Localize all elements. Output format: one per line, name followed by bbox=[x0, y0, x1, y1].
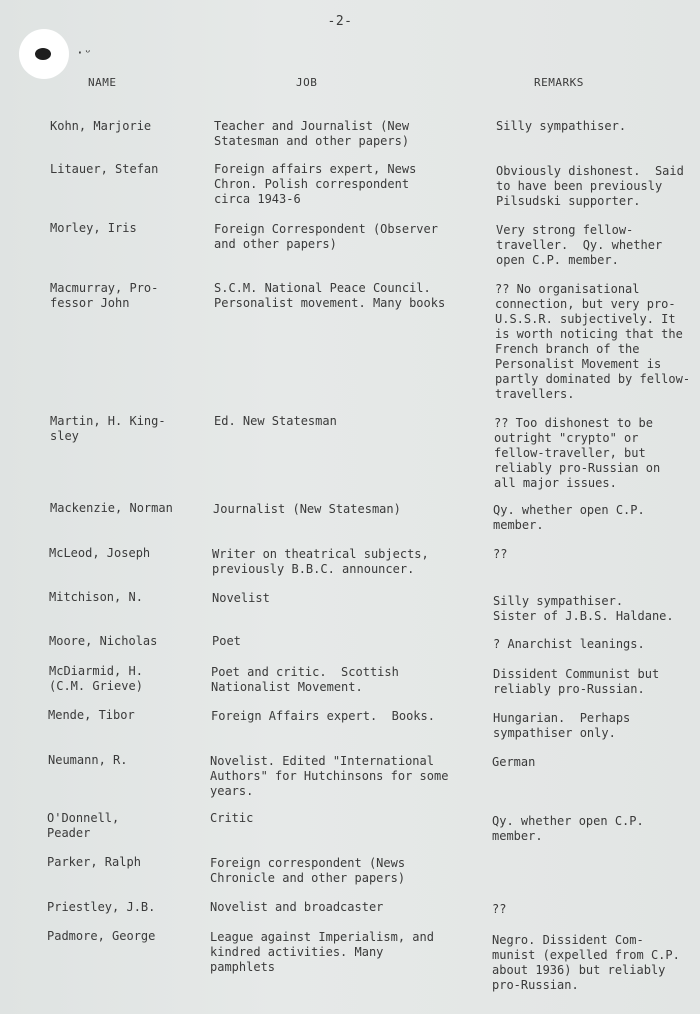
row-job: Novelist and broadcaster bbox=[210, 900, 384, 914]
row-name: McDiarmid, H. (C.M. Grieve) bbox=[49, 664, 143, 693]
row-job: S.C.M. National Peace Council. Personalist movement. Many books bbox=[214, 281, 446, 310]
row-remarks: ? Anarchist leanings. bbox=[493, 637, 645, 651]
row-remarks: ?? Too dishonest to be outright "crypto" or fellow-traveller, but reliably pro-Russian on all major issues. bbox=[494, 416, 661, 490]
row-name: Martin, H. King- sley bbox=[50, 414, 166, 443]
row-job: Novelist. Edited "International Authors" for Hutchinsons for some years. bbox=[210, 754, 449, 798]
ink-smudge: ·ᵕ bbox=[76, 46, 92, 61]
row-job: Poet bbox=[212, 634, 241, 648]
row-name: Moore, Nicholas bbox=[49, 634, 158, 648]
row-name: Morley, Iris bbox=[50, 221, 137, 235]
row-job: Foreign Affairs expert. Books. bbox=[211, 709, 435, 723]
row-name: Parker, Ralph bbox=[47, 855, 141, 869]
row-remarks: Obviously dishonest. Said to have been previously Pilsudski supporter. bbox=[496, 164, 684, 208]
row-name: Mende, Tibor bbox=[48, 708, 135, 722]
row-remarks: ?? bbox=[493, 547, 508, 561]
row-job: Poet and critic. Scottish Nationalist Movement. bbox=[211, 665, 399, 694]
row-name: Padmore, George bbox=[47, 929, 156, 943]
page-number: -2- bbox=[327, 14, 353, 29]
row-remarks: ?? No organisational connection, but very pro- U.S.S.R. subjectively. It is worth noticing that the French branch of the Personalist Movement is partly dominated by fellow- travellers. bbox=[495, 282, 691, 401]
row-job: Foreign correspondent (News Chronicle and other papers) bbox=[210, 856, 406, 885]
row-name: Mitchison, N. bbox=[49, 590, 143, 604]
row-job: Critic bbox=[210, 811, 254, 825]
row-job: League against Imperialism, and kindred activities. Many pamphlets bbox=[210, 930, 434, 974]
row-name: O'Donnell, Peader bbox=[47, 811, 120, 840]
header-name: NAME bbox=[88, 76, 117, 89]
row-remarks: Silly sympathiser. bbox=[496, 119, 627, 133]
row-job: Teacher and Journalist (New Statesman and other papers) bbox=[214, 119, 410, 148]
row-job: Writer on theatrical subjects, previously B.B.C. announcer. bbox=[212, 547, 429, 576]
row-job: Ed. New Statesman bbox=[214, 414, 337, 428]
row-name: Litauer, Stefan bbox=[50, 162, 159, 176]
row-job: Novelist bbox=[212, 591, 270, 605]
row-remarks: Qy. whether open C.P. member. bbox=[492, 814, 644, 843]
row-name: Macmurray, Pro- fessor John bbox=[50, 281, 159, 310]
header-remarks: REMARKS bbox=[534, 76, 584, 89]
row-remarks: Hungarian. Perhaps sympathiser only. bbox=[493, 711, 631, 740]
row-name: McLeod, Joseph bbox=[49, 546, 151, 560]
row-remarks: Dissident Communist but reliably pro-Russian. bbox=[493, 667, 660, 696]
row-name: Mackenzie, Norman bbox=[50, 501, 173, 515]
row-remarks: Very strong fellow- traveller. Qy. whether open C.P. member. bbox=[496, 223, 663, 267]
row-remarks: Negro. Dissident Com- munist (expelled from C.P. about 1936) but reliably pro-Russian. bbox=[492, 933, 680, 992]
punch-hole bbox=[19, 29, 69, 79]
row-remarks: Qy. whether open C.P. member. bbox=[493, 503, 645, 532]
row-job: Journalist (New Statesman) bbox=[213, 502, 401, 516]
row-remarks: ?? bbox=[492, 902, 507, 916]
row-name: Neumann, R. bbox=[48, 753, 128, 767]
row-remarks: German bbox=[492, 755, 536, 769]
row-name: Kohn, Marjorie bbox=[50, 119, 152, 133]
row-name: Priestley, J.B. bbox=[47, 900, 156, 914]
header-job: JOB bbox=[296, 76, 318, 89]
row-job: Foreign affairs expert, News Chron. Polish correspondent circa 1943-6 bbox=[214, 162, 417, 206]
row-job: Foreign Correspondent (Observer and other papers) bbox=[214, 222, 438, 251]
row-remarks: Silly sympathiser. Sister of J.B.S. Haldane. bbox=[493, 594, 674, 623]
